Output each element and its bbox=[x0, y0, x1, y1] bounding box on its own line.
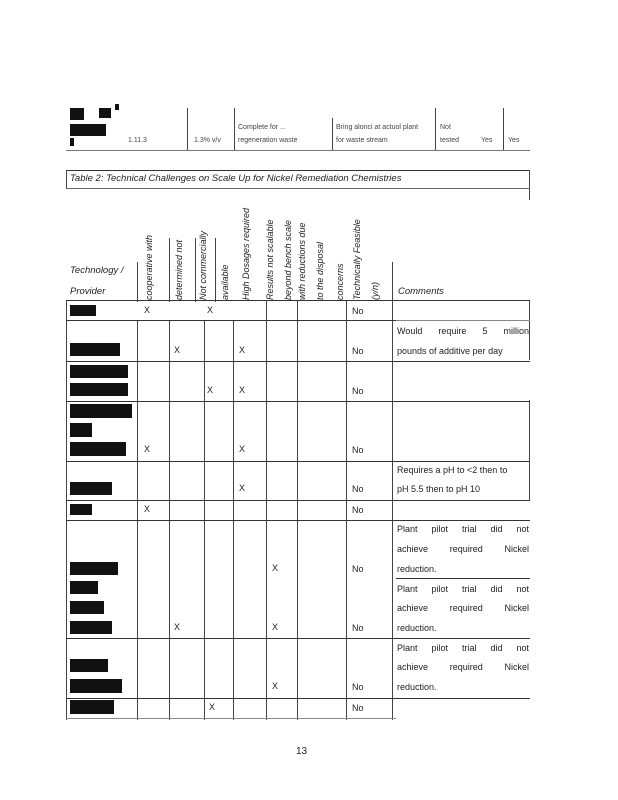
mark-x: X bbox=[143, 444, 150, 454]
column-header: Not commercially bbox=[198, 230, 208, 300]
redacted-block bbox=[115, 104, 119, 110]
comment-line: reduction. bbox=[397, 682, 437, 692]
feasible-value: No bbox=[352, 564, 364, 574]
comment-line: pH 5.5 then to pH 10 bbox=[397, 484, 481, 494]
comment-line: Requires a pH to <2 then to bbox=[397, 465, 508, 475]
provider-header: Provider bbox=[70, 286, 106, 297]
feasible-value: No bbox=[352, 445, 364, 455]
column-header: to the disposal bbox=[315, 241, 325, 300]
mark-x: X bbox=[271, 563, 278, 573]
top-cell-text: Bring alonci at actuol plant bbox=[336, 124, 419, 131]
mark-x: X bbox=[238, 345, 245, 355]
mark-x: X bbox=[206, 305, 213, 315]
comment-line: pounds of additive per day bbox=[397, 346, 503, 356]
mark-x: X bbox=[271, 681, 278, 691]
top-cell-text: tested bbox=[440, 137, 460, 144]
comments-header: Comments bbox=[398, 286, 444, 297]
redacted-block bbox=[70, 108, 84, 120]
top-cell-text: 1.3% v/v bbox=[194, 137, 221, 144]
feasible-value: No bbox=[352, 505, 364, 515]
mark-x: X bbox=[238, 483, 245, 493]
mark-x: X bbox=[238, 385, 245, 395]
feasible-value: No bbox=[352, 306, 364, 316]
column-header: determined not bbox=[174, 239, 184, 300]
mark-x: X bbox=[173, 622, 180, 632]
redacted-provider bbox=[70, 562, 118, 575]
column-header: with reductions due bbox=[297, 222, 307, 300]
feasible-value: No bbox=[352, 386, 364, 396]
redacted-provider bbox=[70, 581, 98, 594]
redacted-provider bbox=[70, 365, 128, 378]
top-cell-text: Complete for ... bbox=[238, 124, 286, 131]
feasible-value: No bbox=[352, 346, 364, 356]
top-cell-text: Yes bbox=[508, 137, 520, 144]
column-header: (y/n) bbox=[370, 282, 380, 300]
redacted-provider bbox=[70, 482, 112, 495]
redacted-provider bbox=[70, 621, 112, 634]
redacted-block bbox=[70, 138, 74, 146]
mark-x: X bbox=[238, 444, 245, 454]
column-header: High Dosages required bbox=[241, 207, 251, 300]
comment-line: Plant pilot trial did not bbox=[397, 643, 529, 653]
redacted-provider bbox=[70, 700, 114, 714]
redacted-provider bbox=[70, 601, 104, 614]
redacted-provider bbox=[70, 423, 92, 437]
redacted-provider bbox=[70, 504, 92, 515]
redacted-provider bbox=[70, 404, 132, 418]
column-header: beyond bench scale bbox=[283, 219, 293, 300]
mark-x: X bbox=[206, 385, 213, 395]
redacted-provider bbox=[70, 305, 96, 316]
redacted-provider bbox=[70, 659, 108, 672]
column-header: Technically Feasible bbox=[352, 219, 362, 300]
page-number: 13 bbox=[296, 746, 308, 757]
redacted-block bbox=[99, 108, 111, 118]
feasible-value: No bbox=[352, 623, 364, 633]
comment-line: reduction. bbox=[397, 564, 437, 574]
redacted-provider bbox=[70, 343, 120, 356]
top-cell-text: for waste stream bbox=[336, 137, 388, 144]
column-header: concerns bbox=[335, 263, 345, 300]
comment-line: Plant pilot trial did not bbox=[397, 524, 529, 534]
mark-x: X bbox=[208, 702, 215, 712]
feasible-value: No bbox=[352, 484, 364, 494]
table-caption: Table 2: Technical Challenges on Scale Up for Nickel Remediation Chemistries bbox=[70, 173, 402, 184]
top-cell-text: Not bbox=[440, 124, 451, 131]
column-header: Results not scalable bbox=[265, 219, 275, 300]
comment-line: Plant pilot trial did not bbox=[397, 584, 529, 594]
top-cell-text: regeneration waste bbox=[238, 137, 298, 144]
top-cell-text: Yes bbox=[481, 137, 493, 144]
comment-line: achieve required Nickel bbox=[397, 544, 529, 554]
mark-x: X bbox=[143, 504, 150, 514]
feasible-value: No bbox=[352, 703, 364, 713]
mark-x: X bbox=[173, 345, 180, 355]
top-cell-text: 1.11.3 bbox=[128, 137, 147, 144]
redacted-block bbox=[70, 124, 106, 136]
mark-x: X bbox=[143, 305, 150, 315]
mark-x: X bbox=[271, 622, 278, 632]
feasible-value: No bbox=[352, 682, 364, 692]
column-header: available bbox=[220, 264, 230, 300]
redacted-provider bbox=[70, 383, 128, 396]
comment-line: achieve required Nickel bbox=[397, 603, 529, 613]
redacted-provider bbox=[70, 442, 126, 456]
provider-header: Technology / bbox=[70, 265, 124, 276]
comment-line: reduction. bbox=[397, 623, 437, 633]
redacted-provider bbox=[70, 679, 122, 693]
comment-line: Would require 5 million bbox=[397, 326, 529, 336]
column-header: cooperative with bbox=[144, 234, 154, 300]
comment-line: achieve required Nickel bbox=[397, 662, 529, 672]
